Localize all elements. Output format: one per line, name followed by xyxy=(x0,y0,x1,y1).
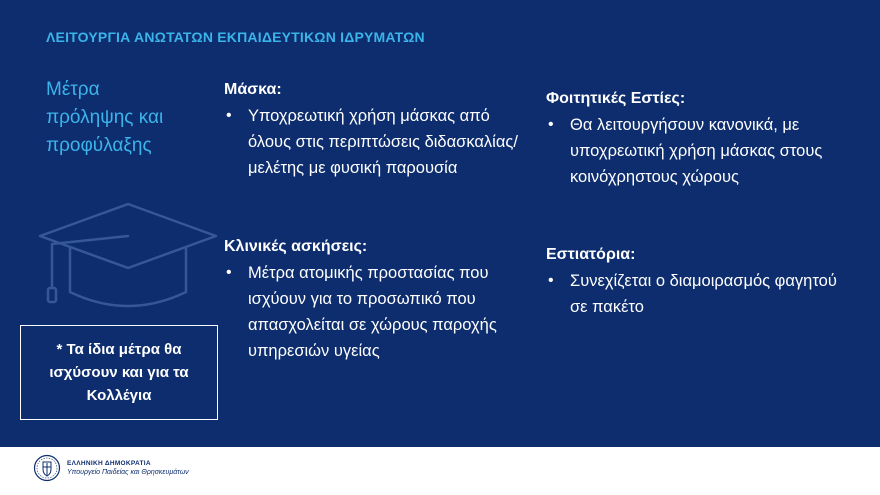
bullet-dot: • xyxy=(226,264,232,281)
bullet-dot: • xyxy=(548,272,554,289)
bullet-dot: • xyxy=(226,107,232,124)
section-mask-bullet xyxy=(224,103,520,181)
section-clinical-title: Κλινικές ασκήσεις: xyxy=(224,238,368,255)
section-restaurants xyxy=(546,244,846,320)
greek-emblem-icon xyxy=(33,454,61,482)
section-restaurants-title: Εστιατόρια: xyxy=(546,246,636,263)
colleges-note-box xyxy=(20,325,218,420)
footer-republic-label: ΕΛΛΗΝΙΚΗ ΔΗΜΟΚΡΑΤΙΑ xyxy=(67,460,151,467)
note-line-1: * Τα ίδια μέτρα θα xyxy=(56,341,182,358)
section-dorms-title: Φοιτητικές Εστίες: xyxy=(546,90,686,107)
section-dorms xyxy=(546,88,846,190)
note-line-2: ισχύσουν και για τα xyxy=(49,364,189,381)
note-line-3: Κολλέγια xyxy=(86,387,152,404)
section-mask-title: Μάσκα: xyxy=(224,81,282,98)
graduation-cap-icon xyxy=(36,196,220,322)
slide-title: ΛΕΙΤΟΥΡΓΙΑ ΑΝΩΤΑΤΩΝ ΕΚΠΑΙΔΕΥΤΙΚΩΝ ΙΔΡΥΜΑΤΩΝ xyxy=(46,29,425,45)
footer-ministry-label: Υπουργείο Παιδείας και Θρησκευμάτων xyxy=(67,469,189,476)
section-clinical xyxy=(224,236,520,364)
section-restaurants-text: Συνεχίζεται ο διαμοιρασμός φαγητού σε πακέτο xyxy=(570,272,837,316)
section-mask-text: Υποχρεωτική χρήση μάσκας από όλους στις περιπτώσεις διδασκαλίας/μελέτης με φυσική παρουσία xyxy=(248,107,518,177)
section-clinical-bullet xyxy=(224,260,520,364)
left-heading-line-1: Μέτρα xyxy=(46,79,100,100)
bullet-dot: • xyxy=(548,116,554,133)
section-clinical-text: Μέτρα ατομικής προστασίας που ισχύουν για το προσωπικό που απασχολείται σε χώρους παροχής υπηρεσιών υγείας xyxy=(248,264,497,360)
section-dorms-text: Θα λειτουργήσουν κανονικά, με υποχρεωτική χρήση μάσκας στους κοινόχρηστους χώρους xyxy=(570,116,823,186)
left-heading-line-2: πρόληψης και xyxy=(46,107,164,128)
left-heading xyxy=(46,76,216,160)
section-mask xyxy=(224,79,520,181)
left-heading-line-3: προφύλαξης xyxy=(46,135,152,156)
footer xyxy=(0,447,880,495)
section-dorms-bullet xyxy=(546,112,846,190)
section-restaurants-bullet xyxy=(546,268,846,320)
colleges-note-text xyxy=(39,338,198,407)
